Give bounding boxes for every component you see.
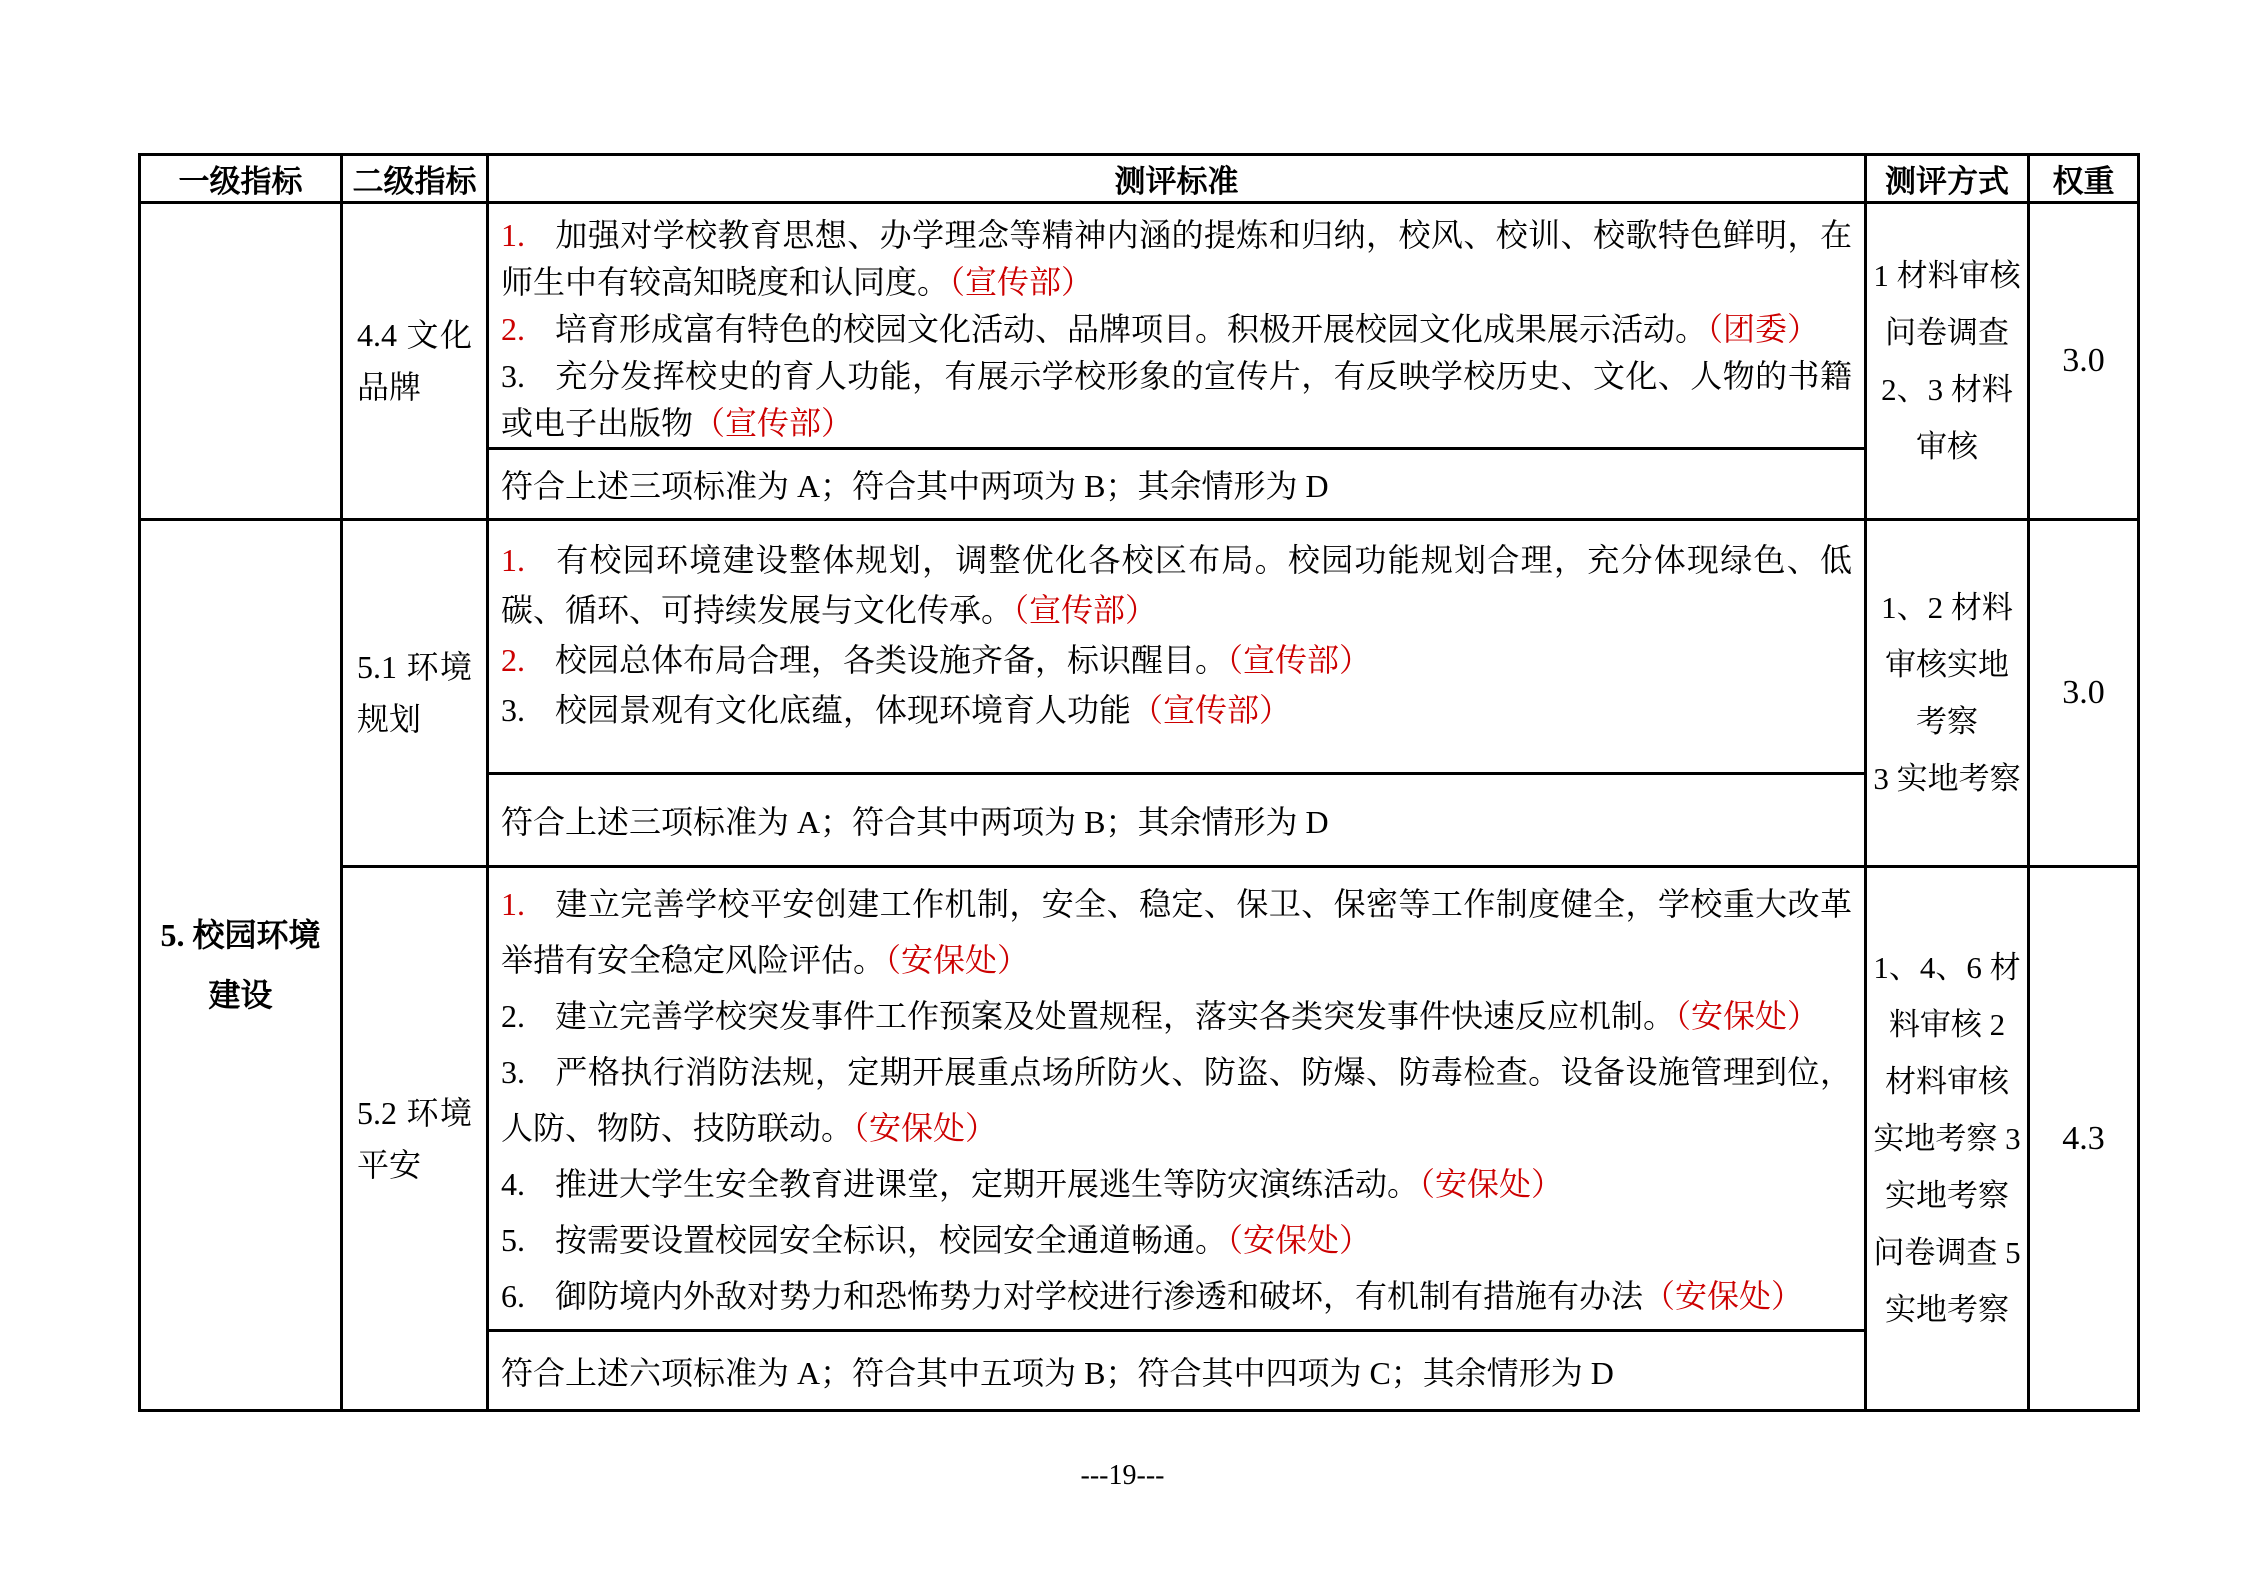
- method-cell-4-4: [1866, 203, 2029, 520]
- page-number: ---19---: [1080, 1460, 1165, 1491]
- col-header-weight: 权重: [2029, 155, 2139, 203]
- method-cell-5-1: [1866, 520, 2029, 867]
- col-header-criteria: 测评标准: [488, 155, 1866, 203]
- grade-rule-cell-5-1: 符合上述三项标准为 A；符合其中两项为 B；其余情形为 D: [488, 774, 1866, 867]
- item-number: 6.: [501, 1278, 525, 1314]
- item-text: 培育形成富有特色的校园文化活动、品牌项目。积极开展校园文化成果展示活动。: [555, 311, 1708, 347]
- grade-rule-cell-4-4: 符合上述三项标准为 A；符合其中两项为 B；其余情形为 D: [488, 449, 1866, 520]
- table-row: [140, 520, 2139, 774]
- item-number: 5.: [501, 1222, 525, 1258]
- item-text: 有校园环境建设整体规划，调整优化各校区布局。校园功能规划合理，充分体现绿色、低碳、循环、可持续发展与文化传承。: [501, 542, 1852, 628]
- method-line: 1、2 材料审核实地考察: [1881, 590, 2013, 739]
- criteria-item: [501, 635, 1852, 685]
- criteria-cell-5-2: [488, 867, 1866, 1331]
- department-tag: （安保处）: [885, 942, 1030, 978]
- table-row: [140, 867, 2139, 1331]
- department-tag: （安保处）: [1675, 998, 1820, 1034]
- criteria-cell-4-4: [488, 203, 1866, 449]
- department-tag: （安保处）: [1643, 1278, 1804, 1314]
- criteria-cell-5-1: [488, 520, 1866, 774]
- col-header-level1: 一级指标: [140, 155, 342, 203]
- criteria-item: [501, 353, 1852, 447]
- item-text: 校园总体布局合理，各类设施齐备，标识醒目。: [555, 642, 1228, 678]
- department-tag: （宣传部）: [1227, 642, 1372, 678]
- criteria-item: [501, 306, 1852, 353]
- department-tag: （安保处）: [853, 1110, 998, 1146]
- weight-cell-5-1: 3.0: [2029, 520, 2139, 867]
- item-number: 2.: [501, 642, 525, 678]
- department-tag: （安保处）: [1227, 1222, 1372, 1258]
- department-tag: （团委）: [1707, 311, 1820, 347]
- item-text: 校园景观有文化底蕴，体现环境育人功能: [555, 692, 1132, 728]
- item-number: 2.: [501, 998, 525, 1034]
- item-number: 1.: [501, 886, 525, 922]
- item-number: 1.: [501, 217, 525, 253]
- item-text: 严格执行消防法规，定期开展重点场所防火、防盗、防爆、防毒检查。设备设施管理到位，人防、物防、技防联动。: [501, 1054, 1852, 1146]
- method-line: 3 实地考察: [1873, 761, 2021, 796]
- item-number: 1.: [501, 542, 525, 578]
- level2-cell-5-2: 5.2 环境平安: [342, 867, 488, 1411]
- method-cell-5-2: [1866, 867, 2029, 1411]
- department-tag: （宣传部）: [693, 405, 854, 441]
- criteria-item: [501, 988, 1852, 1044]
- table-header-row: [140, 155, 2139, 203]
- weight-cell-4-4: 3.0: [2029, 203, 2139, 520]
- department-tag: （宣传部）: [1131, 692, 1292, 728]
- level2-cell-4-4: 4.4 文化品牌: [342, 203, 488, 520]
- level1-cell-5: 5. 校园环境建设: [140, 520, 342, 1411]
- item-text: 按需要设置校园安全标识，校园安全通道畅通。: [555, 1222, 1228, 1258]
- item-text: 充分发挥校史的育人功能，有展示学校形象的宣传片，有反映学校历史、文化、人物的书籍或电子出版物: [501, 358, 1852, 441]
- department-tag: （宣传部）: [949, 264, 1094, 300]
- level1-cell-empty: [140, 203, 342, 520]
- item-number: 3.: [501, 358, 525, 394]
- item-number: 3.: [501, 692, 525, 728]
- criteria-item: [501, 1044, 1852, 1156]
- col-header-method: 测评方式: [1866, 155, 2029, 203]
- item-text: 御防境内外敌对势力和恐怖势力对学校进行渗透和破坏，有机制有措施有办法: [555, 1278, 1644, 1314]
- criteria-item: [501, 876, 1852, 988]
- department-tag: （安保处）: [1419, 1166, 1564, 1202]
- item-text: 建立完善学校突发事件工作预案及处置规程，落实各类突发事件快速反应机制。: [555, 998, 1676, 1034]
- evaluation-table: [138, 153, 2140, 1412]
- criteria-item: [501, 212, 1852, 306]
- weight-cell-5-2: 4.3: [2029, 867, 2139, 1411]
- criteria-item: [501, 1156, 1852, 1212]
- item-number: 2.: [501, 311, 525, 347]
- item-text: 建立完善学校平安创建工作机制，安全、稳定、保卫、保密等工作制度健全，学校重大改革举措有安全稳定风险评估。: [501, 886, 1852, 978]
- item-number: 4.: [501, 1166, 525, 1202]
- criteria-item: [501, 535, 1852, 635]
- criteria-item: [501, 1212, 1852, 1268]
- method-line: 1 材料审核问卷调查 2、3 材料审核: [1873, 258, 2021, 464]
- criteria-item: [501, 685, 1852, 735]
- level2-cell-5-1: 5.1 环境规划: [342, 520, 488, 867]
- item-number: 3.: [501, 1054, 525, 1090]
- item-text: 推进大学生安全教育进课堂，定期开展逃生等防灾演练活动。: [555, 1166, 1420, 1202]
- col-header-level2: 二级指标: [342, 155, 488, 203]
- item-text: 加强对学校教育思想、办学理念等精神内涵的提炼和归纳，校风、校训、校歌特色鲜明，在师生中有较高知晓度和认同度。: [501, 217, 1852, 300]
- criteria-item: [501, 1268, 1852, 1324]
- grade-rule-cell-5-2: 符合上述六项标准为 A；符合其中五项为 B；符合其中四项为 C；其余情形为 D: [488, 1331, 1866, 1411]
- method-line: 1、4、6 材料审核 2 材料审核实地考察 3 实地考察问卷调查 5 实地考察: [1873, 950, 2021, 1327]
- department-tag: （宣传部）: [1013, 592, 1158, 628]
- table-row: [140, 203, 2139, 449]
